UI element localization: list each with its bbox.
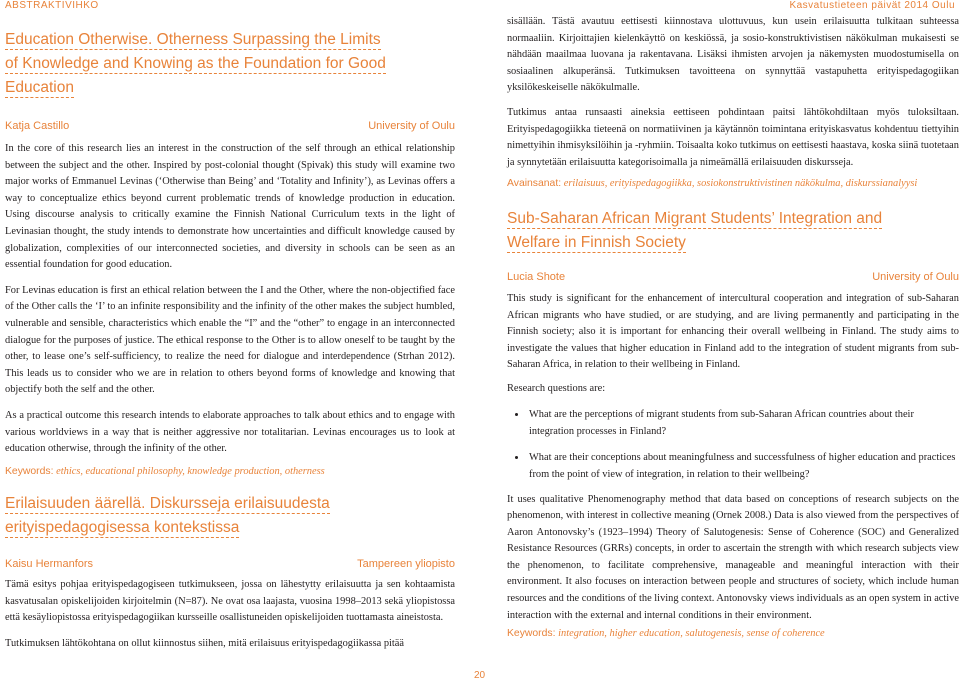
keywords-label: Keywords: <box>507 628 556 640</box>
article1-title <box>5 28 455 100</box>
running-header-right: Kasvatustieteen päivät 2014 Oulu <box>789 0 955 11</box>
article2-paragraph: Tämä esitys pohjaa erityispedagogiseen tutkimukseen, jossa on lähestytty erilaisuutta ja sen kohtaamista kasvatusalan opiskelijoiden kirjoitelmin (N=87). Ne ovat osa laajasta, vuosina 1998–2013 sekä yliopistossa että kesäyliopistossa erityispedagogiikan kursseille osallistuneiden opiskelijoiden tuottamasta aineistosta. <box>5 579 455 624</box>
continuation-paragraph: Tutkimus antaa runsaasti aineksia eettiseen pohdintaan paitsi lähtökohdiltaan myös tuloksiltaan. Erityispedagogiikka tieteenä on normatiivinen ja käytännön toimintana erityiskasvatus kohdentuu tiettyihin nimettyihin ihmisyksilöihin ja -ryhmiin. Toisaalta koko tutkimus on eettisesti haastava, koska siinä tuotetaan ja synnytetään erilaisuutta kategorisoimalla ja nimeämällä erilaisuuden diskursseja. <box>507 106 959 168</box>
keywords-text: integration, higher education, salutogenesis, sense of coherence <box>558 628 825 640</box>
article2-byline <box>5 558 455 570</box>
article1-keywords <box>5 464 455 481</box>
article1-title-line: Education Otherwise. Otherness Surpassing the Limits <box>5 31 381 48</box>
keywords-text: ethics, educational philosophy, knowledge production, otherness <box>56 465 325 477</box>
list-item: • What are their conceptions about meaningfulness and successfulness of higher education and practices from the point of view of integration, in relation to their wellbeing? <box>527 449 959 483</box>
article1-affiliation: University of Oulu <box>368 120 455 132</box>
keywords-label: Avainsanat: <box>507 178 562 190</box>
article2-keywords <box>507 176 959 193</box>
research-questions-list <box>507 406 959 483</box>
article2-affiliation: Tampereen yliopisto <box>357 558 455 571</box>
article3-byline <box>507 271 959 283</box>
article3-author: Lucia Shote <box>507 270 566 283</box>
article1-title-line: of Knowledge and Knowing as the Foundation for Good <box>5 55 386 72</box>
article3-paragraph: This study is significant for the enhancement of intercultural cooperation and integration of sub-Saharan African migrants who have studied, or are studying, and are living permanently and participating in the Finnish society; also it is important for enhancing their overall wellbeing in Finland. The study aims to investigate the values that higher education in Finland add to the integration of student migrants from sub-Saharan Africa, in relation to their wellbeing in Finland. <box>507 292 959 371</box>
article3-paragraph: Research questions are: <box>507 382 606 394</box>
article3-title-line: Welfare in Finnish Society <box>507 233 686 251</box>
continuation-paragraph: sisällään. Tästä avautuu eettisesti kiinnostava ulottuvuus, kun usein erilaisuutta tulkitaan suhteessa normaaliin. Kirjoittajien kielenkäyttö on keskiössä, ja sosio-konstruktivistisen näkökulman mukaisesti se nähdään maailmaa luovana ja rakentavana. Lisäksi ihmisten arvojen ja näkemysten muodostumisella on sosiaalinen alkuperänsä. Tutkimuksen tavoitteena on synnyttää vastapuhetta erityispedagogiikan yksilökeskeiselle näkökulmalle. <box>507 16 959 94</box>
article1-author: Katja Castillo <box>5 120 70 132</box>
article2-paragraph: Tutkimuksen lähtökohtana on ollut kiinnostus siihen, mitä erilaisuus erityispedagogiikassa pitää <box>5 638 405 650</box>
article3-affiliation: University of Oulu <box>872 270 959 283</box>
keywords-text: erilaisuus, erityispedagogiikka, sosiokonstruktivistinen näkökulma, diskurssianalyysi <box>563 178 918 190</box>
article2-author: Kaisu Hermanfors <box>5 558 94 571</box>
article1-paragraph: As a practical outcome this research intends to elaborate approaches to talk about ethics and to engage with various worldviews in a way that is neither aggressive nor totalitarian. Levinas encourages us to look at education otherwise, through the infinity of the other. <box>5 409 455 455</box>
article1-title-line: Education <box>5 79 74 96</box>
article2-title-line: erityispedagogisessa kontekstissa <box>5 519 240 537</box>
article3-paragraph: It uses qualitative Phenomenography method that data based on conceptions of research subjects on the phenomenon, with interest in collective meaning (Ornek 2008.) Data is also viewed from the perspectives of Aaron Antonovsky’s (1923–1994) Theory of Salutogenesis: Sense of Coherence (SOC) and Generalized Resistance Resources (GRRs) concepts, in order to ascertain the strength with which research subjects view the phenomenon, to facilitate comprehensive, manageable and meaningful interaction with their environment. It also focuses on interaction between people and structures of society, which include human resources and the conditions of the living context. Antonovsky views individuals as an open system in active interaction with the external and internal conditions in their environment. <box>507 493 959 621</box>
keywords-label: Keywords: <box>5 465 54 477</box>
article1-paragraph: In the core of this research lies an interest in the construction of the self through an ethical relationship between the subject and the other. Inspired by post-colonial thought (Spivak) this study will examine two major works of Emmanuel Levinas (‘Otherwise than Being’ and ‘Totality and Infinity’), as Levinas offers a way to conceptualize ethics beyond current problematic trends of knowledge production in education. Using discourse analysis to critically examine the Finnish National Curriculum texts in the light of Levinasian thought, the study intends to demonstrate how uncertainties and difficult knowledge caused by globalization, complexities of our interconnected societies, and diversity in schools can be seen as an essential foundation for good education. <box>5 143 455 271</box>
page-number: 20 <box>474 670 486 681</box>
article1-paragraph: For Levinas education is first an ethical relation between the I and the Other, where the non-objectified face of the Other calls the ‘I’ to an infinite responsibility and the infinity of the other makes the subject humbled, vulnerable and sensible, characteristics which enable the “I” and the “other” to engage in an interconnected dialogue for the purposes of justice. The ethical response to the Other is to allow oneself to be taught by the other, to lease one’s self-sufficiency, to realize the need for dialogue and interdependence (Strhan 2012). This leads us to consider who we are in relation to others beyond forms of knowledge and knowing that objectify both the self and the other. <box>5 284 455 396</box>
article3-title <box>507 207 959 255</box>
running-header-left: ABSTRAKTIVIHKO <box>5 0 99 11</box>
article2-title-line: Erilaisuuden äärellä. Diskursseja erilaisuudesta <box>5 495 330 513</box>
article3-keywords <box>507 626 959 643</box>
left-column <box>5 28 455 653</box>
article3-title-line: Sub-Saharan African Migrant Students’ Integration and <box>507 209 883 227</box>
article1-byline <box>5 120 455 132</box>
article2-title <box>5 492 455 540</box>
list-item: • What are the perceptions of migrant students from sub-Saharan African countries about their integration processes in Finland? <box>527 406 959 440</box>
right-column <box>507 14 959 643</box>
